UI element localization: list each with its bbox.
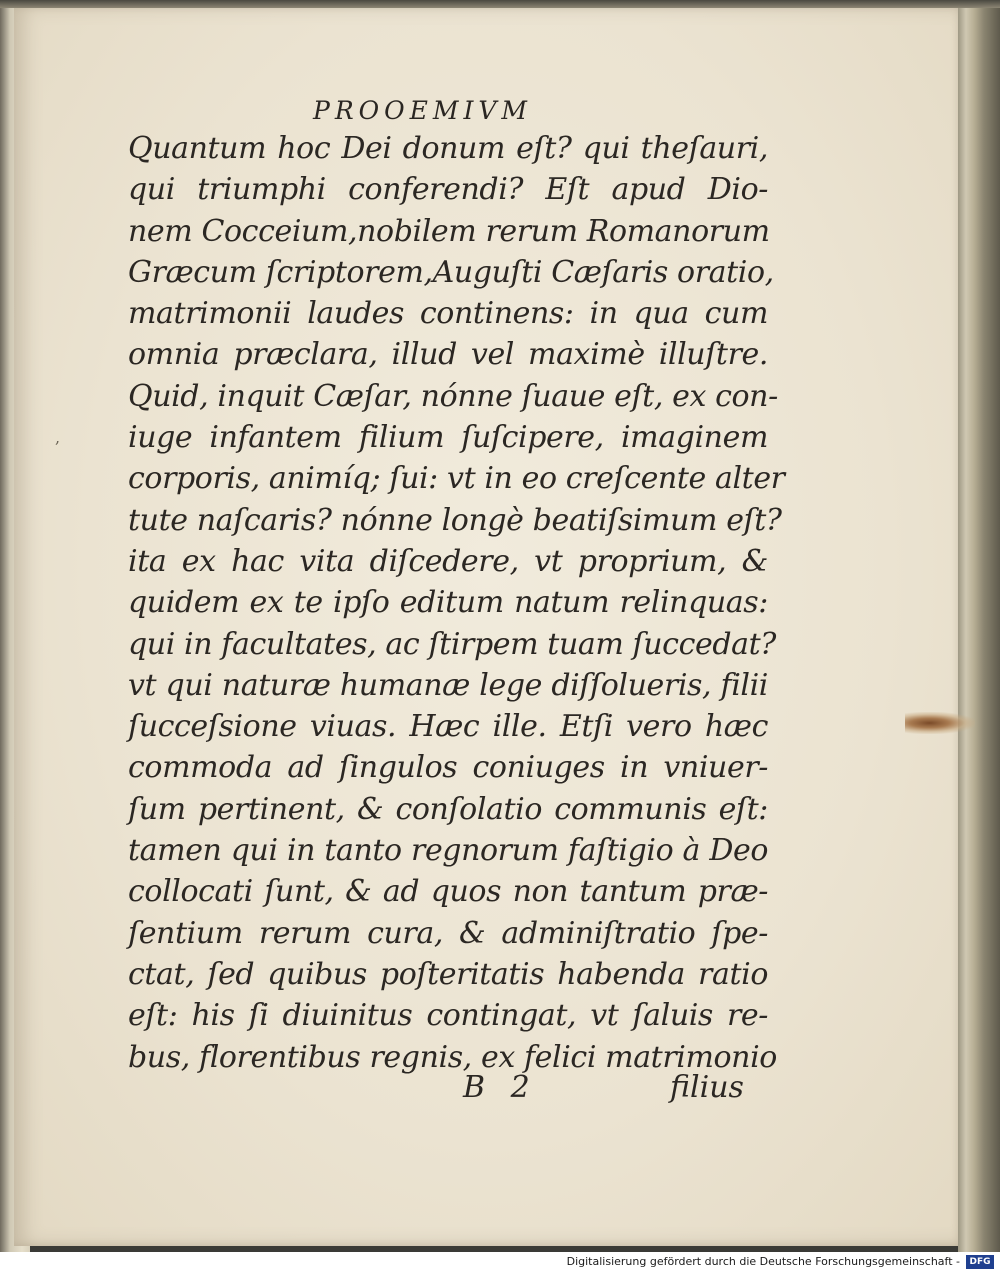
- text-line: corporis, animíq; ſui: vt in eo creſcente alter: [128, 461, 785, 497]
- text-line: commoda ad ſingulos coniuges in vniuer-: [128, 750, 768, 786]
- dfg-logo-icon: DFG: [966, 1255, 994, 1269]
- text-line: ita ex hac vita diſcedere, vt proprium, &: [128, 543, 768, 579]
- top-edge: [0, 0, 1000, 8]
- running-head: PROOEMIVM: [313, 96, 533, 125]
- text-line: omnia præclara, illud vel maximè illuſtre.: [128, 337, 768, 373]
- text-line: iuge infantem filium ſuſcipere, imaginem: [128, 420, 768, 456]
- paper-stain: [905, 712, 975, 734]
- text-line: tute naſcaris? nónne longè beatiſsimum eſt?: [128, 502, 782, 538]
- text-line: Quantum hoc Dei donum eſt? qui theſauri,: [128, 131, 768, 166]
- text-line: qui triumphi conferendi? Eſt apud Dio-: [128, 172, 768, 208]
- text-line: ſum pertinent, & conſolatio communis eſt:: [128, 791, 768, 827]
- text-line: eſt: his ſi diuinitus contingat, vt ſaluis re-: [128, 998, 768, 1034]
- text-line: Quid, inquit Cæſar, nónne ſuaue eſt, ex con-: [128, 378, 778, 414]
- catchword: filius: [670, 1070, 744, 1105]
- text-line: tamen qui in tanto regnorum faſtigio à Deo: [128, 833, 768, 869]
- credit-bar: [0, 1252, 1000, 1273]
- text-line: Græcum ſcriptorem,Auguſti Cæſaris oratio,: [128, 254, 774, 290]
- margin-mark: ,: [55, 428, 61, 447]
- text-line: qui in facultates, ac ſtirpem tuam ſuccedat?: [128, 626, 776, 662]
- body-text: [128, 128, 785, 1078]
- text-line: vt qui naturæ humanæ lege diſſolueris, filii: [128, 667, 768, 703]
- page-footer: [150, 1070, 760, 1110]
- text-line: collocati ſunt, & ad quos non tantum præ-: [128, 874, 768, 910]
- text-line: ſentium rerum cura, & adminiſtratio ſpe-: [128, 915, 768, 951]
- text-line: nem Cocceium,nobilem rerum Romanorum: [128, 213, 770, 249]
- funding-credit: Digitalisierung gefördert durch die Deutsche Forschungsgemeinschaft -: [566, 1255, 960, 1268]
- text-line: ſucceſsione viuas. Hæc ille. Etſi vero hæc: [128, 709, 768, 745]
- page-stack-edge: [958, 0, 1000, 1252]
- signature-mark: B 2: [463, 1070, 538, 1105]
- text-line: quidem ex te ipſo editum natum relinquas:: [128, 585, 768, 621]
- text-line: matrimonii laudes continens: in qua cum: [128, 296, 768, 332]
- text-line: ctat, ſed quibus poſteritatis habenda ratio: [128, 956, 768, 992]
- text-line: bus, florentibus regnis, ex felici matrimonio: [128, 1039, 777, 1075]
